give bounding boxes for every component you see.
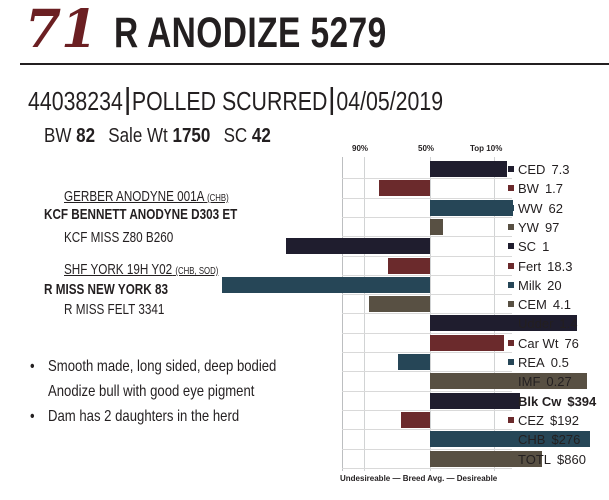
epd-bar-blk-cw	[430, 393, 520, 409]
epd-value: 18.3	[547, 258, 573, 274]
legend-swatch	[508, 417, 514, 423]
epd-row	[508, 179, 563, 198]
epd-bar-yw	[430, 219, 443, 235]
pedigree-dam: R MISS NEW YORK 83	[44, 281, 168, 298]
pedigree-sire-dam: KCF MISS Z80 B260	[64, 229, 174, 246]
epd-label: YW	[518, 219, 539, 235]
epd-bar-cem	[369, 296, 430, 312]
epd-value: 62	[548, 200, 564, 216]
epd-bar-cez	[401, 412, 430, 428]
sale-wt-value: 1750	[172, 125, 211, 147]
epd-value: 1.4	[559, 316, 578, 332]
epd-bar-car-wt	[430, 335, 504, 351]
legend-swatch	[508, 359, 514, 365]
epd-label: REA	[518, 355, 545, 370]
epd-value: $394	[567, 393, 597, 409]
birth-date: 04/05/2019	[336, 86, 444, 116]
percentile-label-top10: Top 10%	[470, 144, 503, 153]
legend-swatch	[508, 456, 514, 462]
legend-swatch	[508, 378, 514, 384]
epd-row	[508, 314, 578, 333]
note-item: • Smooth made, long sided, deep bodied	[30, 358, 277, 375]
row-separator	[342, 449, 512, 450]
epd-bar-milk	[222, 277, 430, 293]
legend-swatch	[508, 301, 514, 307]
epd-bar-sc	[286, 238, 430, 254]
row-separator	[342, 410, 512, 411]
lot-number: 71	[25, 0, 98, 60]
bull-name: R ANODIZE 5279	[114, 9, 387, 57]
epd-label: CEM	[518, 297, 547, 313]
sc-label: SC	[223, 125, 248, 147]
epd-value: 1	[542, 239, 550, 255]
epd-row	[508, 392, 596, 411]
epd-label: Blk Cw	[518, 393, 562, 409]
epd-label: SC	[518, 239, 537, 255]
row-separator	[342, 468, 512, 469]
epd-label: BW	[518, 181, 539, 197]
epd-row	[508, 218, 559, 237]
epd-label: Car Wt	[518, 335, 559, 351]
row-separator	[342, 313, 512, 314]
pedigree-dam-dam: R MISS FELT 3341	[64, 301, 165, 318]
note-item: • Dam has 2 daughters in the herd	[30, 408, 240, 425]
legend-swatch	[508, 205, 514, 211]
legend-swatch	[508, 243, 514, 249]
row-separator	[342, 198, 512, 199]
epd-label: IMF	[518, 374, 541, 390]
epd-row	[508, 295, 571, 314]
percentile-label-90: 90%	[352, 144, 369, 153]
epd-value: 97	[544, 219, 560, 235]
epd-value: 4.1	[552, 297, 571, 313]
sc-value: 42	[251, 125, 271, 147]
epd-row	[508, 430, 580, 449]
epd-bar-bw	[379, 180, 430, 196]
row-separator	[342, 352, 512, 353]
percentile-label-50: 50%	[418, 144, 435, 153]
epd-value: 20	[547, 277, 562, 293]
epd-row	[508, 411, 579, 430]
epd-row	[508, 353, 569, 372]
epd-label: CED	[518, 162, 546, 177]
epd-value: $276	[551, 432, 581, 448]
registration-number: 44038234	[28, 86, 123, 116]
legend-swatch	[508, 436, 514, 442]
epd-label: Udder	[518, 316, 554, 332]
separator	[331, 87, 333, 115]
epd-bar-ww	[430, 200, 513, 216]
row-separator	[342, 391, 512, 392]
id-line	[28, 86, 443, 116]
epd-label: CEZ	[518, 412, 544, 428]
epd-value: 7.3	[551, 162, 570, 177]
epd-row	[508, 276, 562, 295]
row-separator	[342, 294, 512, 295]
epd-label: Fert	[518, 258, 542, 274]
separator	[126, 87, 128, 115]
epd-value: 0.27	[546, 374, 572, 390]
epd-row	[508, 334, 579, 353]
epd-label: TOTL	[518, 451, 551, 467]
row-separator	[342, 256, 512, 257]
epd-bar-ced	[430, 161, 507, 177]
bw-label: BW	[44, 125, 72, 147]
epd-row	[508, 237, 549, 256]
legend-swatch	[508, 340, 514, 346]
epd-value: 1.7	[544, 181, 564, 197]
legend-swatch	[508, 166, 514, 172]
epd-label: CHB	[518, 432, 546, 448]
epd-value: $860	[557, 451, 586, 467]
epd-label: WW	[518, 200, 543, 216]
epd-row	[508, 450, 586, 469]
legend-swatch	[508, 224, 514, 230]
pedigree-sire-sire: GERBER ANODYNE 001A (CHB)	[64, 188, 229, 205]
row-separator	[342, 217, 512, 218]
epd-value: $192	[550, 412, 579, 428]
legend-swatch	[508, 398, 514, 404]
epd-chart	[336, 140, 609, 485]
pedigree-sire: KCF BENNETT ANODYNE D303 ET	[44, 206, 238, 223]
row-separator	[342, 371, 512, 372]
chart-footer: Undesireable — Breed Avg. — Desireable	[340, 474, 498, 483]
epd-bar-fert	[388, 258, 430, 274]
legend-swatch	[508, 282, 514, 288]
title-rule	[20, 63, 609, 65]
epd-value: 0.5	[550, 355, 569, 370]
legend-swatch	[508, 320, 514, 326]
stats-line	[44, 124, 271, 148]
epd-label: Milk	[518, 277, 542, 293]
epd-value: 76	[564, 335, 579, 351]
note-item-continued: Anodize bull with good eye pigment	[48, 383, 255, 400]
sale-wt-label: Sale Wt	[108, 125, 168, 147]
legend-swatch	[508, 185, 514, 191]
row-separator	[342, 429, 512, 430]
legend-swatch	[508, 263, 514, 269]
row-separator	[342, 178, 512, 179]
bw-value: 82	[76, 125, 96, 147]
row-separator	[342, 236, 512, 237]
epd-row	[508, 372, 572, 391]
epd-row	[508, 160, 570, 179]
pedigree-dam-sire: SHF YORK 19H Y02 (CHB, SOD)	[64, 261, 219, 278]
epd-row	[508, 199, 563, 218]
polled-status: POLLED SCURRED	[131, 86, 328, 116]
epd-bar-rea	[398, 354, 430, 370]
row-separator	[342, 275, 512, 276]
epd-row	[508, 257, 572, 276]
row-separator	[342, 333, 512, 334]
